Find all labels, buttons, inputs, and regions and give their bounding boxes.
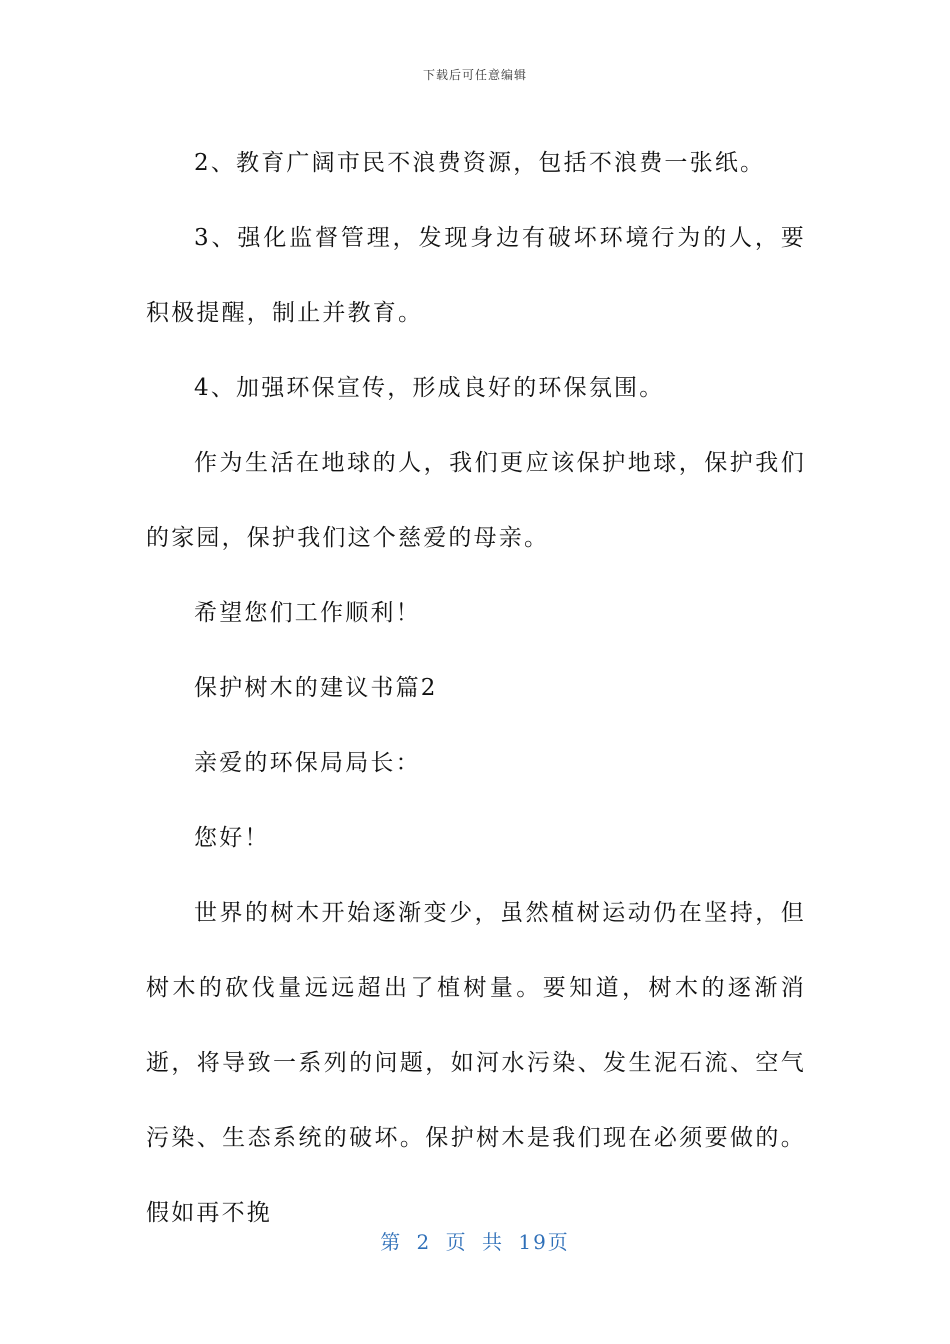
- paragraph-item-3: 3、强化监督管理，发现身边有破坏环境行为的人，要积极提醒，制止并教育。: [146, 225, 806, 326]
- paragraph-item-4: 4、加强环保宣传，形成良好的环保氛围。: [194, 375, 665, 401]
- page-number: 第 2 页 共 19页: [380, 1230, 570, 1254]
- section-title: 保护树木的建议书篇2: [194, 675, 438, 701]
- document-body: [146, 126, 806, 1251]
- paragraph-body: 世界的树木开始逐渐变少，虽然植树运动仍在坚持，但树木的砍伐量远远超出了植树量。要知道，树木的逐渐消逝，将导致一系列的问题，如河水污染、发生泥石流、空气污染、生态系统的破坏。保护树木是我们现在必须要做的。假如再不挽: [146, 900, 806, 1226]
- paragraph-conclusion: 作为生活在地球的人，我们更应该保护地球，保护我们的家园，保护我们这个慈爱的母亲。: [146, 450, 806, 551]
- letter-salutation: 亲爱的环保局局长：: [194, 750, 421, 776]
- header-note: 下载后可任意编辑: [422, 68, 527, 82]
- letter-greeting: 您好！: [194, 825, 270, 851]
- paragraph-item-2: 2、教育广阔市民不浪费资源，包括不浪费一张纸。: [194, 150, 766, 176]
- paragraph-wish: 希望您们工作顺利！: [194, 600, 421, 626]
